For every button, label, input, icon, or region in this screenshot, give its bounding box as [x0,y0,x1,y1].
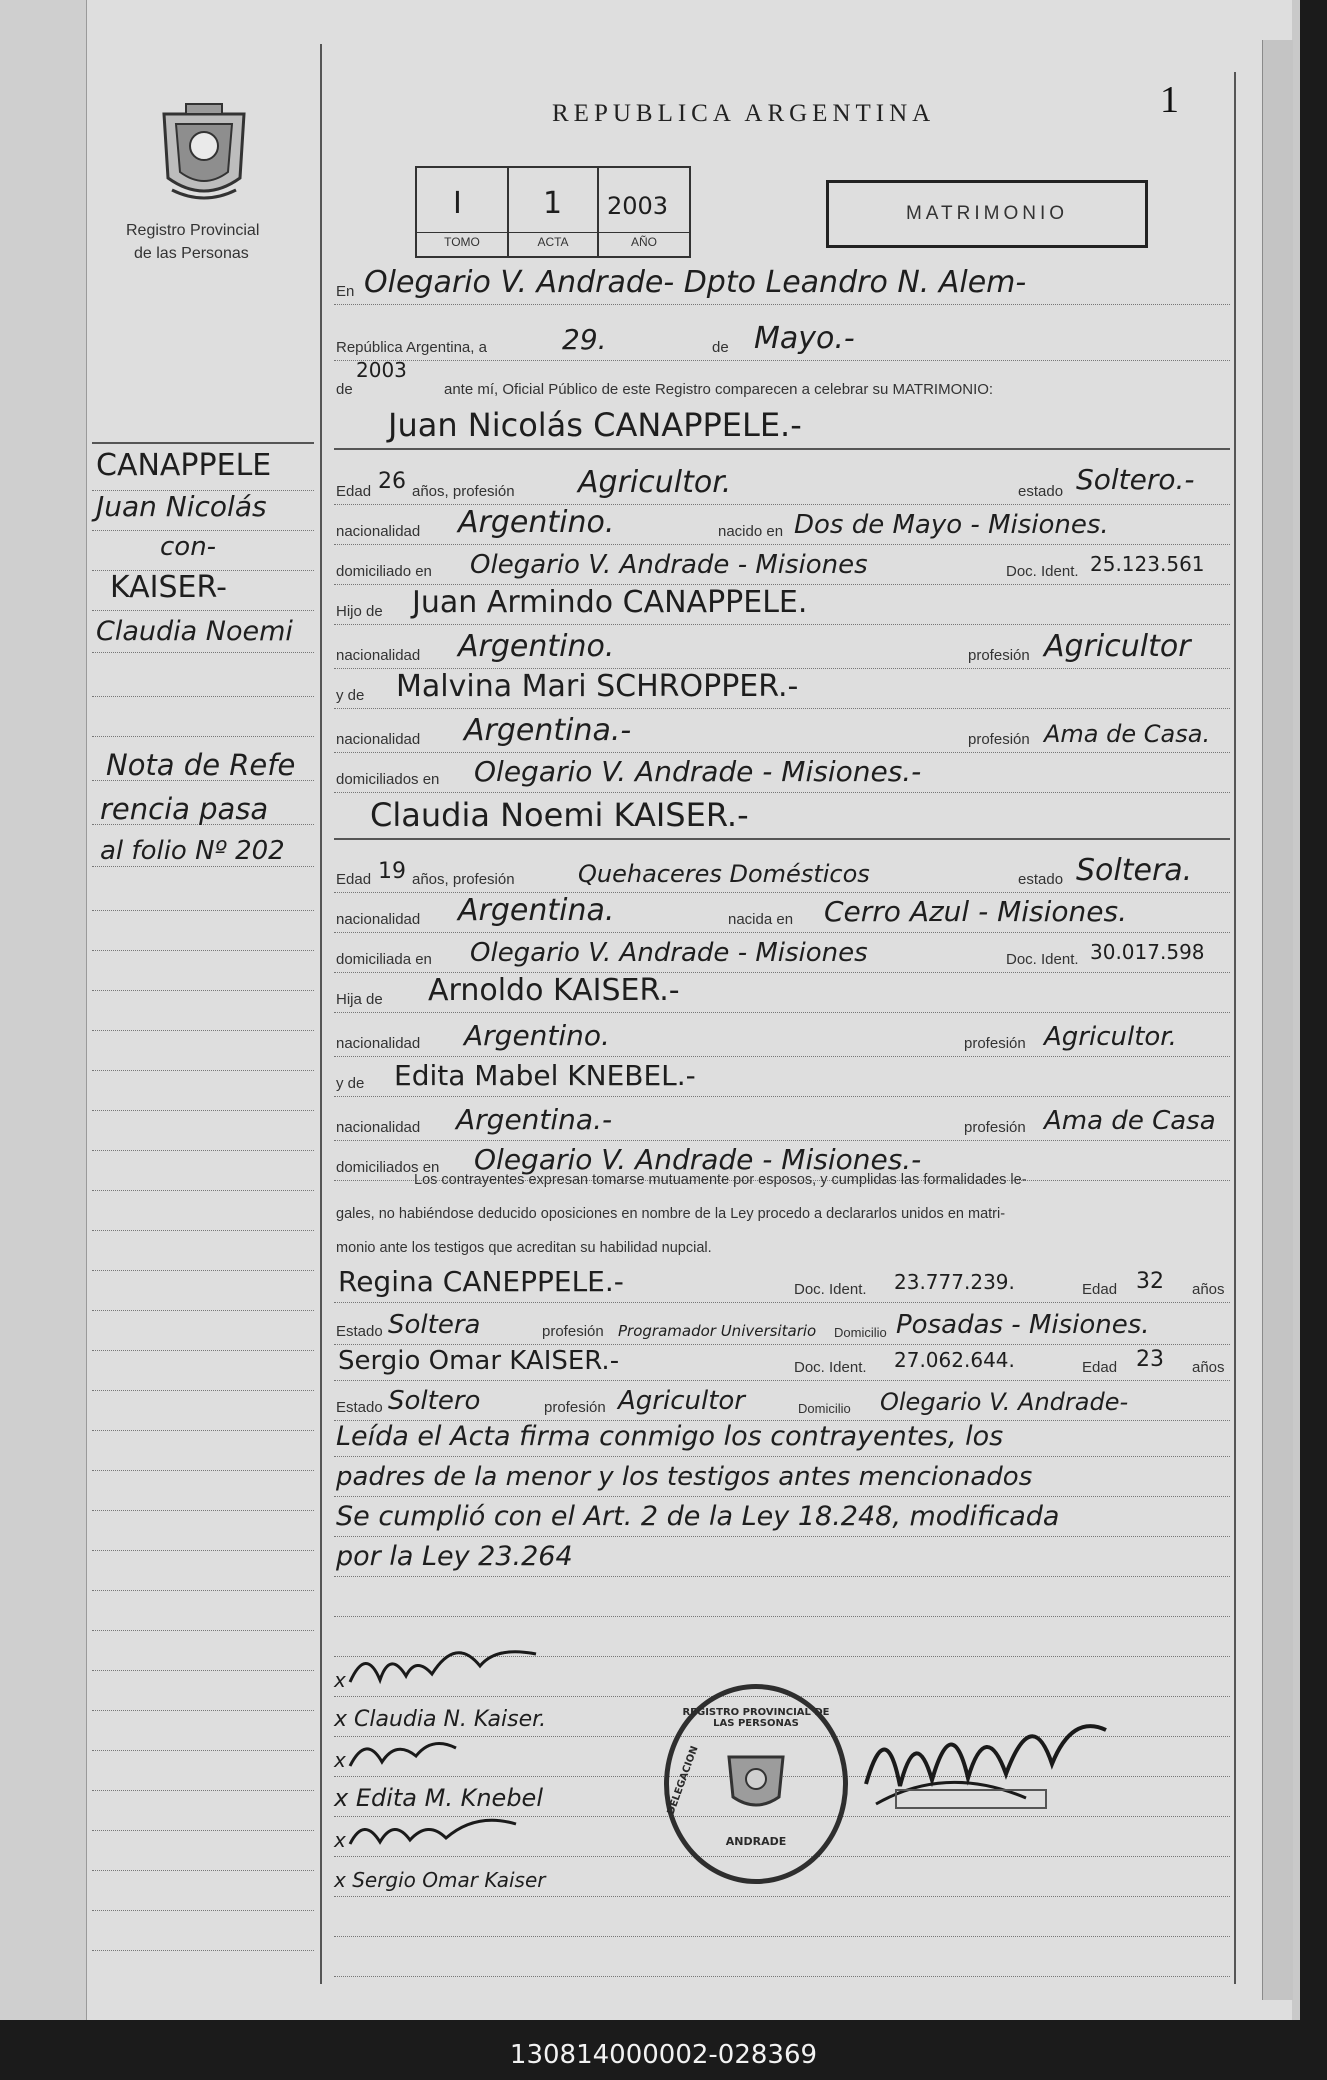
declaration-line3: monio ante los testigos que acreditan su habilidad nupcial. [336,1240,712,1256]
groom-mother-profession: Ama de Casa. [1044,720,1211,748]
groom-domicile: Olegario V. Andrade - Misiones [470,550,868,580]
marriage-year: 2003 [356,358,407,382]
margin-note-line2: rencia pasa [100,792,269,826]
groom-domicilio-label: domiciliado en [336,563,432,580]
bride-mother-nationality: Argentina.- [456,1103,613,1136]
margin-rule [92,1270,314,1271]
margin-rule [92,1790,314,1791]
margin-rule [92,1230,314,1231]
groom-birthplace: Dos de Mayo - Misiones. [794,510,1109,540]
bride-age: 19 [378,859,406,884]
witness2-status: Soltero [388,1386,481,1416]
witness2-doc-label: Doc. Ident. [794,1359,867,1376]
groom-mother-nat-label: nacionalidad [336,731,421,748]
notes-line4-row [334,1536,1230,1577]
margin-rule [92,530,314,531]
margin-rule [92,1310,314,1311]
groom-y-de-label: y de [336,687,365,704]
groom-domicile-row [334,544,1230,585]
groom-parents-dom-label: domiciliados en [336,771,440,788]
bride-father-nationality: Argentino. [464,1019,610,1052]
bride-doc-label: Doc. Ident. [1006,951,1079,968]
en-label: En [336,283,355,300]
margin-rule [92,1710,314,1711]
bride-age-row [334,852,1230,893]
groom-edad-label: Edad [336,483,372,500]
year-de-label: de [336,381,353,398]
page-binding-edge [0,0,87,2020]
margin-divider-line [320,44,322,1984]
bride-edad-label: Edad [336,871,372,888]
bride-name-row [334,792,1230,840]
witness2-edad-label: Edad [1082,1359,1118,1376]
bride-hija-label: Hija de [336,991,383,1008]
bride-mother-row [334,1056,1230,1097]
witness1-prof-label: profesión [542,1323,604,1340]
signature-5-scribble [346,1806,526,1856]
groom-doc-label: Doc. Ident. [1006,563,1079,580]
bride-domicilio-label: domiciliada en [336,951,432,968]
margin-rule [92,1470,314,1471]
groom-father-details-row [334,628,1230,669]
margin-rule [92,1910,314,1911]
declaration-intro-row [334,358,1230,402]
margin-rule [92,1390,314,1391]
witness1-details-row [334,1304,1230,1345]
bride-y-de-label: y de [336,1075,365,1092]
bride-father-details-row [334,1016,1230,1057]
groom-name: Juan Nicolás CANAPPELE.- [388,406,802,444]
bride-father-profession: Agricultor. [1044,1022,1177,1052]
witness2-estado-label: Estado [336,1399,383,1416]
bride-parents-dom-label: domiciliados en [336,1159,440,1176]
groom-hijo-label: Hijo de [336,603,383,620]
margin-given-groom: Juan Nicolás [96,490,267,523]
bride-mother-profession: Ama de Casa [1044,1106,1216,1136]
stamp-text: REGISTRO PROVINCIAL DE LAS PERSONAS [682,1707,830,1729]
witness1-domicile: Posadas - Misiones. [896,1310,1150,1340]
witness2-prof-label: profesión [544,1399,606,1416]
groom-nationality: Argentino. [458,505,615,540]
acta-value: 1 [543,186,563,221]
groom-parents-domicile: Olegario V. Andrade - Misiones.- [474,755,922,788]
margin-rule [92,1870,314,1871]
witness1-name: Regina CANEPPELE.- [338,1265,624,1298]
groom-parents-domicile-row [334,752,1230,793]
witness2-domicile: Olegario V. Andrade- [880,1388,1129,1416]
margin-rule [92,1830,314,1831]
signature-6: x Sergio Omar Kaiser [334,1868,546,1892]
witness2-dom-label: Domicilio [798,1401,851,1416]
margin-surname-groom: CANAPPELE [96,448,272,483]
witness2-anos-label: años [1192,1359,1225,1376]
margin-note-line3: al folio Nº 202 [100,836,285,866]
margin-rule [92,696,314,697]
signature-2: x Claudia N. Kaiser. [334,1707,547,1732]
official-signature [856,1694,1116,1834]
notes-line2: padres de la menor y los testigos antes mencionados [336,1462,1033,1492]
margin-rule [92,736,314,737]
bride-mother-name: Edita Mabel KNEBEL.- [394,1059,696,1092]
margin-rule [92,652,314,653]
registry-name-line2: de las Personas [134,245,249,262]
groom-mother-details-row [334,712,1230,753]
margin-rule [92,1350,314,1351]
signature-4: x Edita M. Knebel [334,1784,543,1812]
bride-domicile-row [334,932,1230,973]
margin-rule [92,1070,314,1071]
signature-5: x [334,1828,346,1852]
registry-stamp [664,1684,848,1884]
margin-note-line1: Nota de Refe [106,748,296,782]
right-border-line [1234,72,1236,1984]
margin-rule [92,1630,314,1631]
groom-father-name: Juan Armindo CANAPPELE. [412,585,808,620]
groom-mother-row [334,668,1230,709]
witness2-name-row [334,1340,1230,1381]
bride-nationality-row [334,892,1230,933]
bride-nacida-label: nacida en [728,911,794,928]
groom-anos-profesion-label: años, profesión [412,483,515,500]
groom-mother-prof-label: profesión [968,731,1030,748]
marriage-place: Olegario V. Andrade- Dpto Leandro N. Alem- [364,265,1027,300]
record-index-box [415,166,691,258]
bride-nacionalidad-label: nacionalidad [336,911,421,928]
witness1-name-row [334,1262,1230,1303]
groom-age: 26 [378,469,406,494]
witness1-doc: 23.777.239. [894,1270,1015,1294]
page-number: 1 [1160,79,1179,121]
margin-rule [92,1590,314,1591]
witness2-details-row [334,1380,1230,1421]
margin-given-bride: Claudia Noemi [96,616,293,647]
witness1-estado-label: Estado [336,1323,383,1340]
notes-line1: Leída el Acta firma conmigo los contrayentes, los [336,1421,1004,1452]
bride-estado-label: estado [1018,871,1064,888]
bride-father-nat-label: nacionalidad [336,1035,421,1052]
registry-name-line1: Registro Provincial [126,222,260,239]
tomo-label: TOMO [417,232,507,249]
declaration-line2: gales, no habiéndose deducido oposiciones en nombre de la Ley procedo a declararlos unidos en matri- [336,1206,1006,1222]
signature-3-scribble [346,1726,466,1776]
groom-father-row [334,584,1230,625]
date-row [334,320,1230,361]
bride-mother-nat-label: nacionalidad [336,1119,421,1136]
bride-father-prof-label: profesión [964,1035,1026,1052]
bride-name: Claudia Noemi KAISER.- [370,796,749,834]
margin-rule [92,1550,314,1551]
blank-row [334,1896,1230,1937]
marriage-day: 29. [562,323,607,356]
margin-rule [92,610,314,611]
margin-rule [92,1670,314,1671]
groom-estado-label: estado [1018,483,1064,500]
margin-rule [92,910,314,911]
provincial-coat-of-arms-icon [156,100,252,210]
acta-cell [509,168,599,256]
bride-father-row [334,972,1230,1013]
stamp-emblem-icon [721,1747,791,1817]
notes-line2-row [334,1456,1230,1497]
republica-label: República Argentina, a [336,339,487,356]
groom-father-prof-label: profesión [968,647,1030,664]
margin-rule [92,1190,314,1191]
groom-age-row [334,464,1230,505]
witness2-doc: 27.062.644. [894,1348,1015,1372]
tomo-cell [417,168,509,256]
place-row [334,264,1230,305]
bride-birthplace: Cerro Azul - Misiones. [824,895,1128,928]
margin-rule [92,1430,314,1431]
margin-rule [92,1510,314,1511]
witness2-name: Sergio Omar KAISER.- [338,1346,620,1376]
signature-1: x [334,1668,346,1692]
de-label: de [712,339,729,356]
witness2-profession: Agricultor [618,1386,745,1416]
witness1-anos-label: años [1192,1281,1225,1298]
notes-line1-row [334,1416,1230,1457]
margin-rule [92,1150,314,1151]
page-stack-edge [1262,40,1293,2000]
document-barcode-code: 130814000002-028369 [509,2040,818,2070]
margin-rule [92,1750,314,1751]
notes-line4: por la Ley 23.264 [336,1541,573,1572]
notes-line3-row [334,1496,1230,1537]
groom-profession: Agricultor. [578,465,732,500]
ano-label: AÑO [599,232,689,249]
witness2-age: 23 [1136,1347,1164,1372]
stamp-left-text: DELEGACION [665,1744,701,1817]
bride-parents-domicile: Olegario V. Andrade - Misiones.- [474,1143,922,1176]
groom-father-nat-label: nacionalidad [336,647,421,664]
record-type-box [826,180,1148,248]
tomo-value: I [453,186,462,221]
country-title: REPUBLICA ARGENTINA [552,100,936,127]
margin-con: con- [160,532,217,562]
bride-status: Soltera. [1076,853,1193,888]
blank-row [334,1936,1230,1977]
record-type-label: MATRIMONIO [905,203,1069,224]
declaration-intro: ante mí, Oficial Público de este Registro comparecen a celebrar su MATRIMONIO: [444,381,994,398]
margin-rule [92,866,314,867]
bride-doc: 30.017.598 [1090,940,1205,964]
margin-rule [92,1110,314,1111]
margin-rule [92,990,314,991]
margin-rule [92,950,314,951]
groom-nacionalidad-label: nacionalidad [336,523,421,540]
margin-rule [92,1030,314,1031]
groom-nacido-label: nacido en [718,523,784,540]
bride-nationality: Argentina. [458,893,615,928]
ano-cell [599,168,689,256]
blank-row [334,1576,1230,1617]
bride-mother-prof-label: profesión [964,1119,1026,1136]
notes-line3: Se cumplió con el Art. 2 de la Ley 18.248, modificada [336,1501,1060,1532]
witness1-status: Soltera [388,1310,481,1340]
groom-father-profession: Agricultor [1044,629,1191,664]
bride-mother-details-row [334,1100,1230,1141]
groom-father-nationality: Argentino. [458,629,615,664]
acta-label: ACTA [509,232,597,249]
witness1-age: 32 [1136,1269,1164,1294]
groom-name-row [334,402,1230,450]
groom-nationality-row [334,504,1230,545]
signature-1-scribble [346,1626,546,1696]
groom-status: Soltero.- [1076,463,1195,496]
bride-anos-profesion-label: años, profesión [412,871,515,888]
witness1-profession: Programador Universitario [618,1322,817,1340]
bride-domicile: Olegario V. Andrade - Misiones [470,938,868,968]
margin-surname-bride: KAISER- [110,570,227,605]
margin-top-rule [92,442,314,444]
stamp-bottom-text: ANDRADE [725,1835,787,1848]
signature-3: x [334,1748,346,1772]
ano-value: 2003 [607,192,669,220]
bride-father-name: Arnoldo KAISER.- [428,973,680,1008]
declaration-line1: Los contrayentes expresan tomarse mutuamente por esposos, y cumplidas las formalidades le- [414,1172,1027,1188]
groom-mother-name: Malvina Mari SCHROPPER.- [396,669,799,704]
margin-rule [92,1950,314,1951]
witness1-dom-label: Domicilio [834,1325,887,1340]
marriage-month: Mayo.- [754,321,855,356]
witness1-edad-label: Edad [1082,1281,1118,1298]
witness1-doc-label: Doc. Ident. [794,1281,867,1298]
groom-mother-nationality: Argentina.- [464,713,632,748]
bride-profession: Quehaceres Domésticos [578,860,870,888]
groom-doc: 25.123.561 [1090,552,1205,576]
